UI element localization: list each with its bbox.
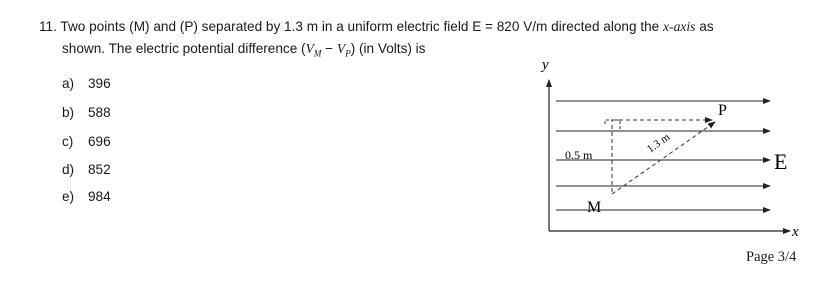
- option-c[interactable]: c) 696: [62, 134, 111, 149]
- field-label: E: [774, 149, 788, 174]
- question-line-1: 11. Two points (M) and (P) separated by 1.3 m in a uniform electric field E = 820 V/m directed along the x-axis as: [39, 19, 714, 34]
- vertical-distance-label: 0.5 m: [565, 148, 593, 162]
- question-line-2: shown. The electric potential difference $(V_M - V_P)$ (in Volts) is: [62, 41, 426, 59]
- page-number: Page 3/4: [746, 249, 797, 265]
- option-b[interactable]: b) 588: [62, 105, 111, 120]
- x-axis-label: x: [792, 224, 799, 240]
- point-p-label: P: [718, 102, 727, 119]
- axis-label: x-axis: [663, 19, 696, 34]
- diagonal-distance-label: 1.3 m: [644, 131, 673, 156]
- field-expression: E = 820 V/m: [472, 19, 548, 34]
- y-axis-label: y: [542, 57, 549, 73]
- point-m-label: M: [587, 199, 602, 216]
- option-e[interactable]: e) 984: [62, 189, 111, 204]
- option-a[interactable]: a) 396: [62, 76, 111, 91]
- option-d[interactable]: d) 852: [62, 162, 111, 177]
